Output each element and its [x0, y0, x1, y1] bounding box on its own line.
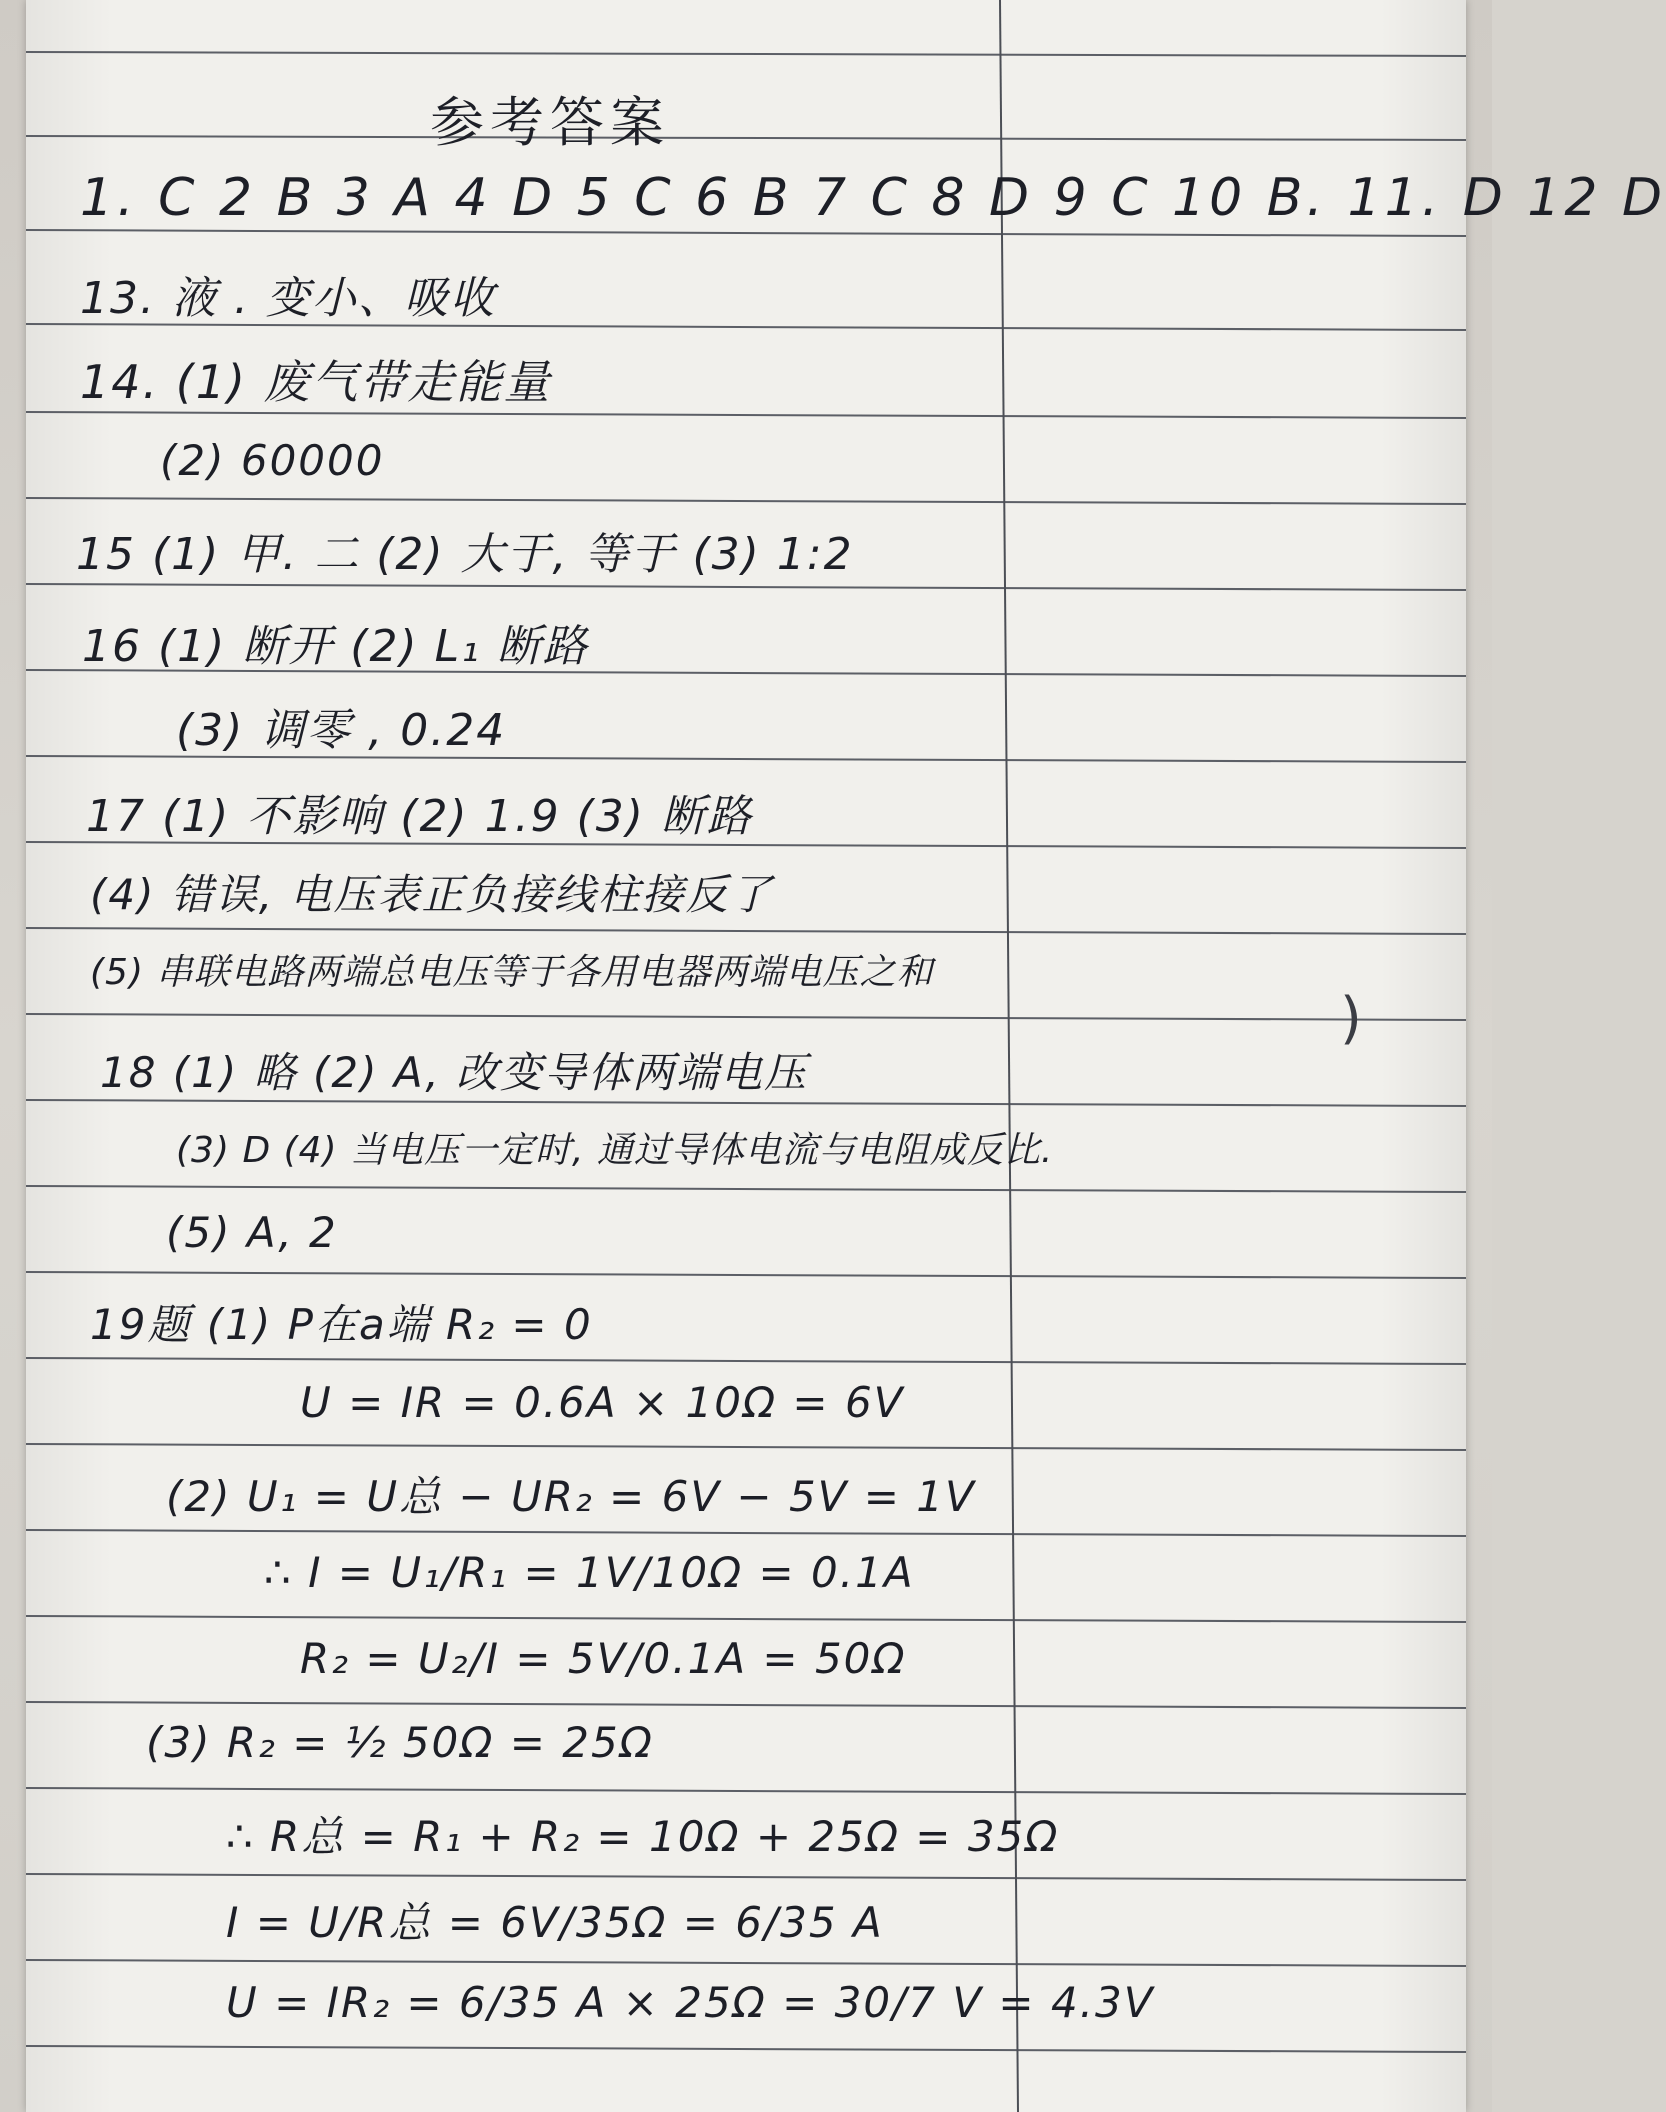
- answer-line-18-1: 18 (1) 略 (2) A, 改变导体两端电压: [100, 1048, 809, 1097]
- answer-line-19-1: 19题 (1) P在a端 R₂ = 0: [90, 1300, 593, 1349]
- calc-line-4: R₂ = U₂/I = 5V/0.1A = 50Ω: [300, 1634, 907, 1683]
- answer-line-14-1: 14. (1) 废气带走能量: [80, 355, 552, 409]
- answer-line-14-2: (2) 60000: [160, 436, 385, 485]
- calc-line-6: ∴ R总 = R₁ + R₂ = 10Ω + 25Ω = 35Ω: [226, 1812, 1060, 1861]
- answer-line-17-5: (5) 串联电路两端总电压等于各用电器两端电压之和: [90, 952, 934, 993]
- calc-line-3: ∴ I = U₁/R₁ = 1V/10Ω = 0.1A: [264, 1548, 915, 1597]
- calc-line-1: U = IR = 0.6A × 10Ω = 6V: [300, 1378, 905, 1427]
- page-title: 参考答案: [430, 91, 670, 154]
- calc-line-2: (2) U₁ = U总 − UR₂ = 6V − 5V = 1V: [166, 1472, 976, 1521]
- answer-line-16-1: 16 (1) 断开 (2) L₁ 断路: [82, 621, 589, 672]
- answer-line-mc: 1. C 2 B 3 A 4 D 5 C 6 B 7 C 8 D 9 C 10 B. 11. D 12 D: [80, 168, 1666, 228]
- calc-line-5: (3) R₂ = ½ 50Ω = 25Ω: [146, 1718, 654, 1767]
- margin-mark: ): [1340, 986, 1362, 1051]
- calc-line-8: U = IR₂ = 6/35 A × 25Ω = 30/7 V = 4.3V: [226, 1978, 1155, 2027]
- answer-line-16-3: (3) 调零 , 0.24: [176, 705, 507, 756]
- answer-line-18-5: (5) A, 2: [166, 1208, 338, 1257]
- answer-line-15: 15 (1) 甲. 二 (2) 大于, 等于 (3) 1:2: [76, 529, 854, 580]
- answer-line-18-3: (3) D (4) 当电压一定时, 通过导体电流与电阻成反比.: [176, 1130, 1054, 1171]
- calc-line-7: I = U/R总 = 6V/35Ω = 6/35 A: [226, 1898, 884, 1947]
- answer-line-17: 17 (1) 不影响 (2) 1.9 (3) 断路: [86, 791, 753, 842]
- answer-line-13: 13. 液 . 变小、吸收: [80, 273, 496, 324]
- answer-line-17-4: (4) 错误, 电压表正负接线柱接反了: [90, 870, 774, 919]
